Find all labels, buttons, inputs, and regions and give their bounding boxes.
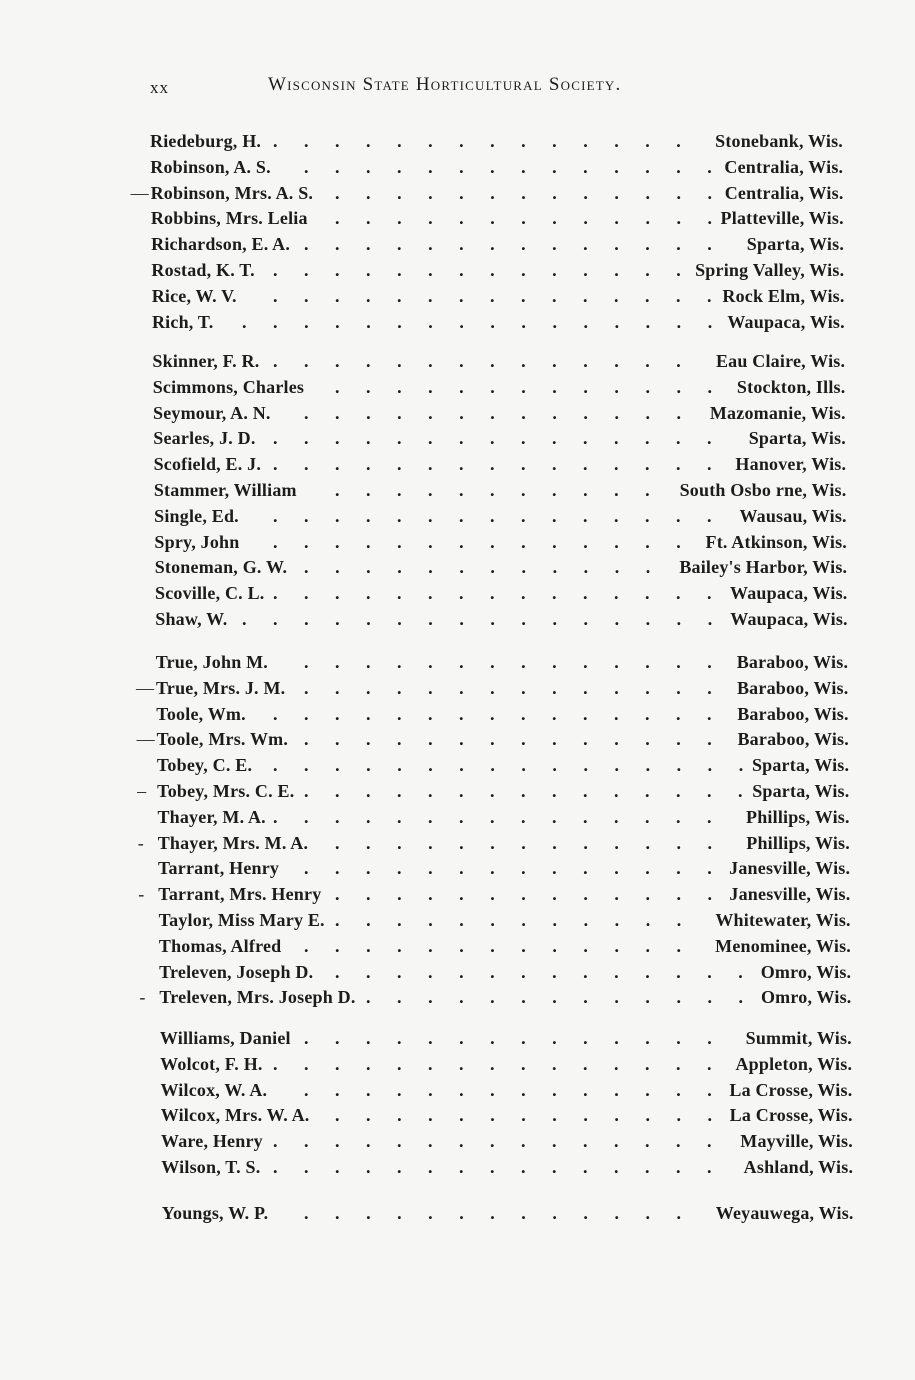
member-location: Phillips, Wis. <box>746 806 850 827</box>
member-name: Taylor, Miss Mary E. <box>158 910 325 930</box>
member-location: Phillips, Wis. <box>746 832 850 853</box>
leader-dots: . . . . . . . . . . . . . . . <box>273 285 712 306</box>
leader-dots: . . . . . . . . . . . . . . <box>335 961 743 982</box>
member-location: Appleton, Wis. <box>735 1053 853 1074</box>
member-name: Tobey, C. E. <box>156 755 253 776</box>
member-location: Baraboo, Wis. <box>736 652 849 672</box>
leader-dots: . . . . . . . . . . . . . . . <box>273 1131 712 1152</box>
member-entry <box>0 678 915 704</box>
member-location: Omro, Wis. <box>760 961 852 982</box>
member-entry <box>0 1157 915 1183</box>
member-location: La Crosse, Wis. <box>729 1079 853 1100</box>
member-entry <box>0 208 915 234</box>
leader-dots: . . . . . . . . . . . . . <box>335 884 713 905</box>
tick-mark: — <box>136 677 155 698</box>
member-name: Tarrant, Mrs. Henry <box>158 884 322 905</box>
member-location: Omro, Wis. <box>760 987 852 1008</box>
leader-dots: . . . . . . . . . . . . . . . <box>273 583 712 604</box>
tick-mark: — <box>136 729 155 750</box>
member-entry <box>0 454 915 480</box>
leader-dots: . . . . . . . . . . . . . . <box>304 1079 712 1100</box>
member-location: Sparta, Wis. <box>752 781 850 801</box>
member-entry <box>0 157 915 183</box>
leader-dots: . . . . . . . . . . . . . <box>335 1105 713 1126</box>
member-entry <box>0 962 915 988</box>
member-name: Wilson, T. S. <box>161 1157 261 1177</box>
member-location: Janesville, Wis. <box>729 858 851 879</box>
member-name: Scofield, E. J. <box>153 454 262 475</box>
member-entry <box>0 729 915 755</box>
member-entry <box>0 755 915 781</box>
member-location: Ft. Atkinson, Wis. <box>705 531 847 552</box>
tick-mark: — <box>130 182 149 203</box>
leader-dots: . . . . . . . . . . . . . <box>335 832 713 853</box>
tick-mark: - <box>139 987 146 1008</box>
leader-dots: . . . . . . . . . . . <box>335 480 650 500</box>
member-entry <box>0 1131 915 1157</box>
member-location: Menominee, Wis. <box>715 935 851 956</box>
member-name: Thomas, Alfred <box>158 935 282 956</box>
member-name: Thayer, M. A. <box>157 806 266 827</box>
member-name: Searles, J. D. <box>153 428 256 449</box>
leader-dots: . . . . . . . . . . . . . . <box>304 234 712 255</box>
leader-dots: . . . . . . . . . . . . . . <box>273 531 681 552</box>
member-location: Waupaca, Wis. <box>730 583 848 604</box>
leader-dots: . . . . . . . . . . . . . . . <box>273 454 712 475</box>
member-location: Sparta, Wis. <box>748 428 846 449</box>
leader-dots: . . . . . . . . . . . . . <box>335 182 713 203</box>
member-name: Seymour, A. N. <box>152 402 271 423</box>
member-entry <box>0 583 915 609</box>
member-entry <box>0 884 915 910</box>
member-location: Mazomanie, Wis. <box>709 402 846 423</box>
tick-mark: – <box>137 781 147 801</box>
leader-dots: . . . . . . . . . . . . . . <box>273 260 681 280</box>
member-name: Thayer, Mrs. M. A. <box>157 832 309 853</box>
member-entry <box>0 1105 915 1131</box>
member-entry <box>0 131 915 157</box>
member-location: Janesville, Wis. <box>729 884 851 905</box>
member-name: Robinson, A. S. <box>150 156 271 177</box>
running-head: Wisconsin State Horticultural Society. <box>268 74 622 95</box>
member-location: Waupaca, Wis. <box>727 311 845 332</box>
member-name: Youngs, W. P. <box>161 1203 269 1223</box>
member-name: Wolcot, F. H. <box>160 1053 263 1074</box>
member-entry <box>0 377 915 403</box>
member-entry <box>0 351 915 377</box>
member-location: Centralia, Wis. <box>724 182 844 203</box>
member-entry <box>0 183 915 209</box>
member-name: True, John M. <box>155 652 269 672</box>
member-entry <box>0 936 915 962</box>
member-name: Treleven, Joseph D. <box>159 961 314 982</box>
member-entry <box>0 1054 915 1080</box>
leader-dots: . . . . . . . . . . . . . . . <box>273 1157 712 1177</box>
member-name: Riedeburg, H. <box>150 131 262 151</box>
leader-dots: . . . . . . . . . . . . . . . . <box>242 311 713 332</box>
member-entry <box>0 858 915 884</box>
member-location: Hanover, Wis. <box>735 454 847 475</box>
leader-dots: . . . . . . . . . . . . . <box>366 987 744 1008</box>
tick-mark: - <box>137 832 144 853</box>
member-entry <box>0 286 915 312</box>
member-entry <box>0 987 915 1013</box>
member-name: Shaw, W. <box>155 609 228 629</box>
leader-dots: . . . . . . . . . . . . . . . <box>273 806 712 827</box>
member-name: Rich, T. <box>151 311 214 332</box>
leader-dots: . . . . . . . . . . . . . . <box>273 351 681 371</box>
member-entry <box>0 704 915 730</box>
leader-dots: . . . . . . . . . . . . <box>335 910 682 930</box>
member-name: Spry, John <box>154 531 240 552</box>
member-name: Skinner, F. R. <box>152 351 260 371</box>
member-name: Robbins, Mrs. Lelia <box>150 208 308 229</box>
leader-dots: . . . . . . . . . . . . . . . . <box>242 609 713 629</box>
leader-dots: . . . . . . . . . . . . . . <box>304 729 712 750</box>
member-location: Summit, Wis. <box>745 1028 852 1048</box>
page-header <box>150 74 870 104</box>
leader-dots: . . . . . . . . . . . . . <box>335 376 713 397</box>
leader-dots: . . . . . . . . . . . . . . <box>273 131 681 151</box>
member-name: True, Mrs. J. M. <box>156 677 286 698</box>
member-name: Tobey, Mrs. C. E. <box>157 781 295 801</box>
member-name: Richardson, E. A. <box>151 234 291 255</box>
member-name: Wilcox, W. A. <box>160 1079 268 1100</box>
member-entry <box>0 807 915 833</box>
member-location: Baraboo, Wis. <box>737 703 849 724</box>
member-location: Whitewater, Wis. <box>715 910 851 930</box>
member-name: Scimmons, Charles <box>152 376 305 397</box>
leader-dots: . . . . . . . . . . . . . . <box>304 156 712 177</box>
member-location: Ashland, Wis. <box>743 1157 854 1177</box>
member-entry <box>0 833 915 859</box>
member-location: Eau Claire, Wis. <box>715 351 846 371</box>
member-entry <box>0 312 915 338</box>
member-location: Bailey's Harbor, Wis. <box>679 557 848 578</box>
leader-dots: . . . . . . . . . . . . . . . . <box>273 755 744 776</box>
member-location: Stockton, Ills. <box>736 376 846 397</box>
member-name: Rostad, K. T. <box>151 260 255 280</box>
member-location: Sparta, Wis. <box>751 755 850 776</box>
leader-dots: . . . . . . . . . . . . . . <box>304 652 712 672</box>
leader-dots: . . . . . . . . . . . . . . . <box>304 781 743 801</box>
member-entry <box>0 428 915 454</box>
leader-dots: . . . . . . . . . . . . <box>304 557 651 578</box>
member-entry <box>0 506 915 532</box>
member-entry <box>0 1203 915 1229</box>
leader-dots: . . . . . . . . . . . . . <box>304 935 682 956</box>
member-location: South Osbo rne, Wis. <box>679 480 847 500</box>
member-location: Wausau, Wis. <box>739 505 847 526</box>
member-name: Single, Ed. <box>154 505 239 526</box>
member-location: Mayville, Wis. <box>740 1131 853 1152</box>
member-name: Scoville, C. L. <box>154 583 265 604</box>
member-entry <box>0 480 915 506</box>
member-entry <box>0 652 915 678</box>
member-name: Stoneman, G. W. <box>154 557 288 578</box>
member-name: Treleven, Mrs. Joseph D. <box>159 987 356 1008</box>
member-location: Weyauwega, Wis. <box>715 1203 854 1223</box>
member-location: Sparta, Wis. <box>746 234 845 255</box>
member-entry <box>0 781 915 807</box>
member-name: Toole, Wm. <box>156 703 246 724</box>
member-location: La Crosse, Wis. <box>729 1105 853 1126</box>
leader-dots: . . . . . . . . . . . . . . <box>304 677 712 698</box>
member-name: Rice, W. V. <box>151 285 237 306</box>
member-location: Baraboo, Wis. <box>737 729 849 750</box>
member-entry <box>0 910 915 936</box>
leader-dots: . . . . . . . . . . . . . . . <box>273 505 712 526</box>
member-name: Wilcox, Mrs. W. A. <box>160 1105 310 1126</box>
member-location: Centralia, Wis. <box>724 156 844 177</box>
member-entry <box>0 609 915 635</box>
leader-dots: . . . . . . . . . . . . . . . <box>273 428 712 449</box>
member-entry <box>0 260 915 286</box>
member-location: Baraboo, Wis. <box>736 677 849 698</box>
member-name: Toole, Mrs. Wm. <box>156 729 289 750</box>
member-name: Williams, Daniel <box>159 1028 291 1048</box>
member-location: Spring Valley, Wis. <box>695 260 845 280</box>
leader-dots: . . . . . . . . . . . . . . . <box>273 703 712 724</box>
member-entry <box>0 403 915 429</box>
page-number: xx <box>150 78 169 97</box>
member-entry <box>0 234 915 260</box>
member-location: Rock Elm, Wis. <box>722 285 845 306</box>
member-name: Tarrant, Henry <box>158 858 280 879</box>
member-location: Stonebank, Wis. <box>715 131 844 151</box>
member-entry <box>0 532 915 558</box>
leader-dots: . . . . . . . . . . . . . . <box>304 1028 712 1048</box>
member-entry <box>0 1080 915 1106</box>
member-name: Ware, Henry <box>161 1131 263 1152</box>
member-entry <box>0 1028 915 1054</box>
leader-dots: . . . . . . . . . . . . . . <box>304 858 712 879</box>
member-name: Robinson, Mrs. A. S. <box>150 182 314 203</box>
member-name: Stammer, William <box>153 480 297 500</box>
leader-dots: . . . . . . . . . . . . . . . <box>273 1053 712 1074</box>
tick-mark: - <box>138 884 145 905</box>
member-location: Platteville, Wis. <box>720 208 844 229</box>
member-entry <box>0 557 915 583</box>
member-location: Waupaca, Wis. <box>730 609 848 629</box>
leader-dots: . . . . . . . . . . . . . <box>304 1203 682 1223</box>
leader-dots: . . . . . . . . . . . . . <box>304 402 682 423</box>
leader-dots: . . . . . . . . . . . . . <box>335 208 713 229</box>
